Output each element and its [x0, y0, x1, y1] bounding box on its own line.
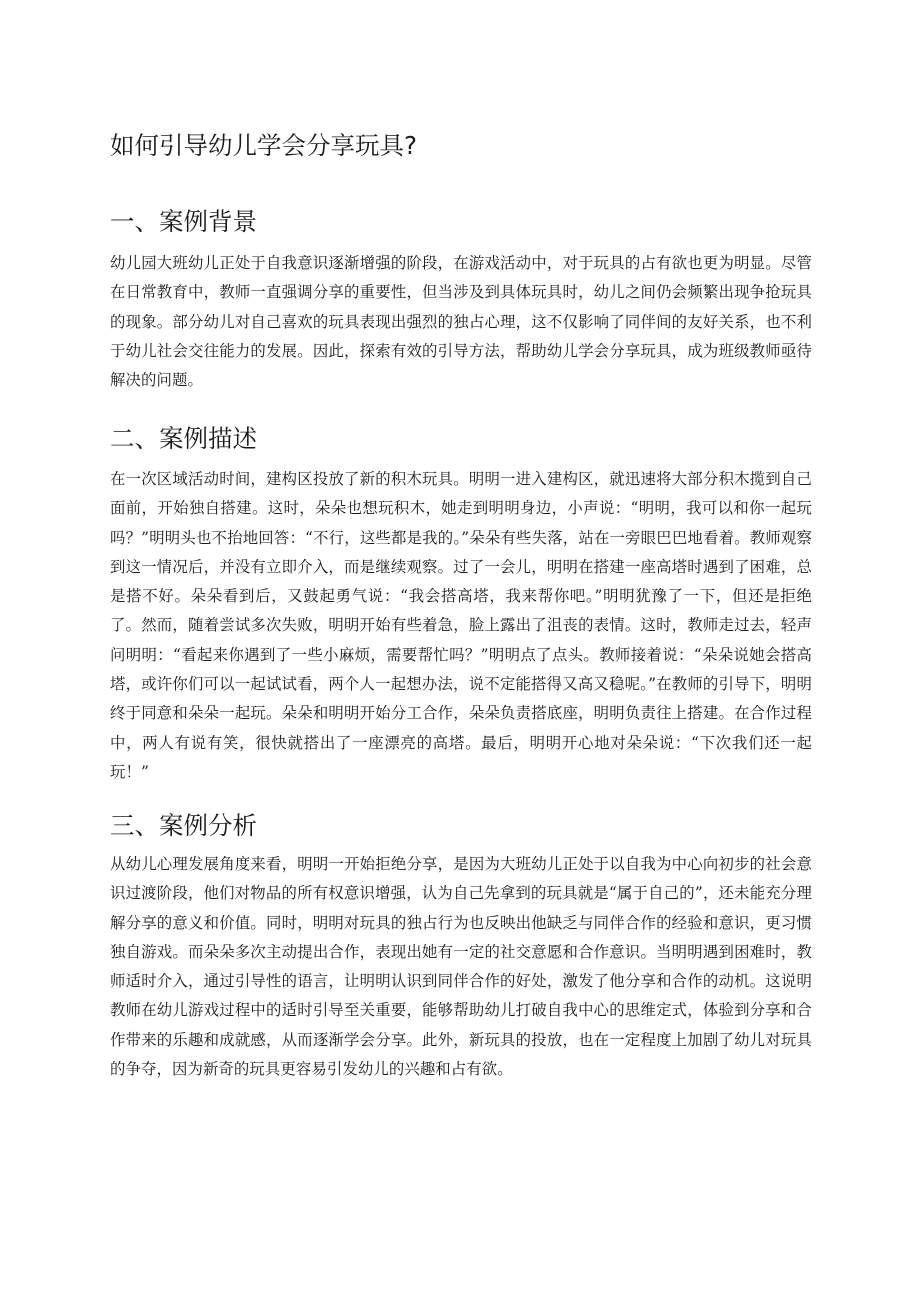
section-body-background: 幼儿园大班幼儿正处于自我意识逐渐增强的阶段，在游戏活动中，对于玩具的占有欲也更为明显。尽管在日常教育中，教师一直强调分享的重要性，但当涉及到具体玩具时，幼儿之间仍会频繁出现争抢玩具的现象。部分幼儿对自己喜欢的玩具表现出强烈的独占心理，这不仅影响了同伴间的友好关系，也不利于幼儿社会交往能力的发展。因此，探索有效的引导方法，帮助幼儿学会分享玩具，成为班级教师亟待解决的问题。: [110, 254, 812, 390]
section-heading-analysis: 三、案例分析: [110, 811, 257, 840]
section-heading-description: 二、案例描述: [110, 424, 257, 453]
section-body-analysis: 从幼儿心理发展角度来看，明明一开始拒绝分享，是因为大班幼儿正处于以自我为中心向初步的社会意识过渡阶段，他们对物品的所有权意识增强，认为自己先拿到的玩具就是“属于自己的”，还未能充分理解分享的意义和价值。同时，明明对玩具的独占行为也反映出他缺乏与同伴合作的经验和意识，更习惯独自游戏。而朵朵多次主动提出合作，表现出她有一定的社交意愿和合作意识。当明明遇到困难时，教师适时介入，通过引导性的语言，让明明认识到同伴合作的好处，激发了他分享和合作的动机。这说明教师在幼儿游戏过程中的适时引导至关重要，能够帮助幼儿打破自我中心的思维定式，体验到分享和合作带来的乐趣和成就感，从而逐渐学会分享。此外，新玩具的投放，也在一定程度上加剧了幼儿对玩具的争夺，因为新奇的玩具更容易引发幼儿的兴趣和占有欲。: [110, 855, 812, 1079]
section-body-description: 在一次区域活动时间，建构区投放了新的积木玩具。明明一进入建构区，就迅速将大部分积木揽到自己面前，开始独自搭建。这时，朵朵也想玩积木，她走到明明身边，小声说：“明明，我可以和你一起玩吗？”明明头也不抬地回答：“不行，这些都是我的。”朵朵有些失落，站在一旁眼巴巴地看着。教师观察到这一情况后，并没有立即介入，而是继续观察。过了一会儿，明明在搭建一座高塔时遇到了困难，总是搭不好。朵朵看到后，又鼓起勇气说：“我会搭高塔，我来帮你吧。”明明犹豫了一下，但还是拒绝了。然而，随着尝试多次失败，明明开始有些着急，脸上露出了沮丧的表情。这时，教师走过去，轻声问明明：“看起来你遇到了一些小麻烦，需要帮忙吗？”明明点了点头。教师接着说：“朵朵说她会搭高塔，或许你们可以一起试试看，两个人一起想办法，说不定能搭得又高又稳呢。”在教师的引导下，明明终于同意和朵朵一起玩。朵朵和明明开始分工合作，朵朵负责搭底座，明明负责往上搭建。在合作过程中，两人有说有笑，很快就搭出了一座漂亮的高塔。最后，明明开心地对朵朵说：“下次我们还一起玩！”: [110, 470, 812, 781]
document-title: 如何引导幼儿学会分享玩具?: [110, 131, 418, 160]
section-heading-background: 一、案例背景: [110, 207, 257, 236]
